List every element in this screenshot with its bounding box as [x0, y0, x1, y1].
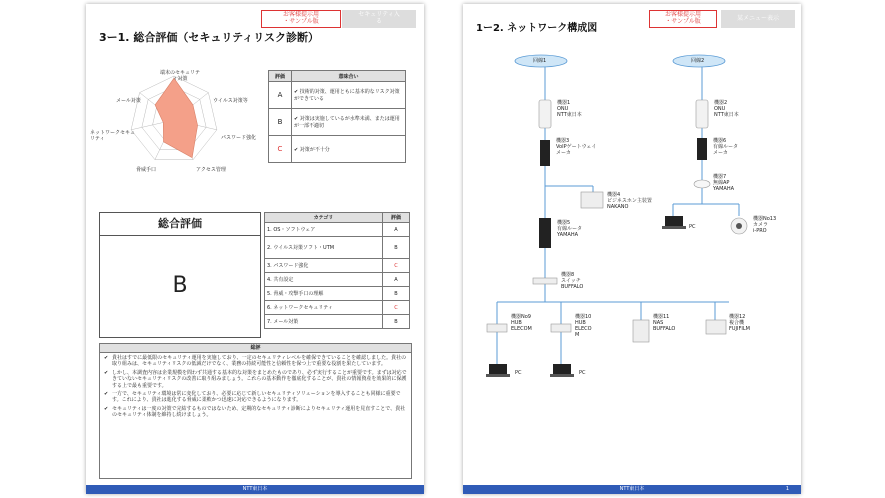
hub-icon: [551, 324, 571, 332]
laptop-icon: [550, 364, 574, 377]
radar-label: ネットワークセキュリティ: [90, 130, 136, 142]
category-header-name: カテゴリ: [265, 213, 383, 223]
summary-heading: 総評: [100, 344, 411, 353]
category-table: [264, 212, 410, 329]
device-label: 機器8 スイッチ BUFFALO: [561, 272, 584, 290]
category-grade: B: [383, 237, 410, 259]
radar-label: パスワード強化: [221, 135, 257, 141]
voip-gateway-icon: [540, 140, 550, 166]
device-label: 機器6 有線ルータ メーカ: [713, 138, 739, 156]
device-label: 機器10 HUB ELECO M: [575, 314, 592, 338]
gray-stamp: 某メニュー表示: [721, 10, 795, 28]
page-title: 3ー1. 総合評価（セキュリティリスク診断）: [99, 31, 319, 44]
radar-label: メール対策: [116, 98, 141, 104]
summary-item: ✔ 一方で、セキュリティ環境は常に変化しており、必要に応じて新しいセキュリティソリューションを導入することも同様に重要です。これにより、貴社は進化する脅威に柔軟かつ迅速に対応できるようになります。: [103, 391, 408, 404]
category-header-grade: 評価: [383, 213, 410, 223]
category-grade: C: [383, 301, 410, 315]
wireless-ap-icon: [694, 180, 710, 188]
router-icon: [697, 138, 707, 160]
radar-label: アクセス管理: [196, 167, 226, 173]
summary-item: ✔ 貴社はすでに最低限のセキュリティ運用を実施しており、一定のセキュリティレベルを確保できていることを確認しました。貴社の取り組みは、セキュリティリスクの低減だけでなく、業務の持続可能性と信頼性を保つ上で重要な役割を果たしています。: [103, 355, 408, 368]
category-name: 3. パスワード強化: [265, 259, 383, 273]
legend-desc: 技術的対策、運用ともに基本的なリスク対策ができている: [294, 89, 400, 102]
overall-grade-box: [99, 212, 261, 338]
page-title: 1ー2. ネットワーク構成図: [476, 23, 598, 34]
device-label: 機器4 ビジネスホン主装置 NAKANO: [607, 192, 652, 210]
legend-desc: 対策は実施しているが水準未満、または運用が一部不適切: [294, 116, 400, 129]
page-number: 1: [785, 486, 789, 492]
overall-label: 総合評価: [100, 213, 260, 236]
device-label: 機器1 ONU NTT東日本: [557, 100, 582, 118]
device-label: PC: [515, 370, 522, 376]
pbx-icon: [581, 192, 603, 208]
nas-icon: [633, 320, 649, 342]
category-grade: B: [383, 287, 410, 301]
sample-stamp: お客様提示用 ・サンプル版: [261, 10, 341, 28]
overall-grade: B: [172, 273, 188, 298]
laptop-icon: [662, 216, 686, 229]
radar-label: 端末のセキュリティ対策: [160, 70, 200, 82]
legend-grade: A: [269, 82, 292, 109]
category-grade: C: [383, 259, 410, 273]
device-label: 機器No13 カメラ i-PRO: [753, 216, 777, 234]
cloud-label: 回線2: [691, 58, 705, 64]
device-label: 機器11 NAS BUFFALO: [653, 314, 676, 332]
camera-icon: [731, 218, 747, 234]
page-footer: [463, 485, 801, 494]
category-name: 4. 共有設定: [265, 273, 383, 287]
switch-icon: [533, 278, 557, 284]
onu-icon: [696, 100, 708, 128]
category-name: 5. 脅威・攻撃手口の理解: [265, 287, 383, 301]
legend-header-meaning: 意味合い: [292, 71, 406, 82]
summary-item: ✔ しかし、本調査内容は企業規模を問わず共通する基本的な対策をまとめたものであり、必ず実行することが重要です。まずは対応できていないセキュリティリスクの改善に取り組みましょう。これらの基本動作を徹底化することが、貴社の情報資産を効果的に保護する上で最も重要です。: [103, 370, 408, 389]
category-grade: A: [383, 223, 410, 237]
radar-chart: [86, 64, 266, 184]
device-label: 機器3 VoIPゲートウェイ メーカ: [556, 138, 597, 156]
network-diagram-page: [463, 4, 801, 494]
radar-label: 脅威手口: [136, 167, 157, 173]
category-name: 7. メール対策: [265, 315, 383, 329]
legend-grade: B: [269, 109, 292, 136]
legend-header-grade: 評価: [269, 71, 292, 82]
device-label: PC: [689, 224, 696, 230]
category-name: 2. ウイルス対策ソフト・UTM: [265, 237, 383, 259]
device-label: PC: [579, 370, 586, 376]
footer-text: NTT東日本: [619, 486, 645, 492]
network-diagram: [463, 4, 801, 494]
device-label: 機器2 ONU NTT東日本: [714, 100, 739, 118]
gray-stamp: セキュリティ入 る: [342, 10, 416, 28]
security-report-page: [86, 4, 424, 494]
radar-label: ウイルス対策等: [213, 98, 248, 104]
onu-icon: [539, 100, 551, 128]
device-label: 機器5 有線ルータ YAMAHA: [557, 220, 583, 238]
summary-box: [99, 343, 412, 479]
hub-icon: [487, 324, 507, 332]
cloud-label: 回線1: [533, 58, 547, 64]
laptop-icon: [486, 364, 510, 377]
device-label: 機器7 無線AP YAMAHA: [713, 174, 735, 192]
summary-item: ✔ セキュリティは一度の対策で完結するものではないため、定期的なセキュリティ診断によりセキュリティ運用を見直すことで、貴社のセキュリティ体制を維持し続けましょう。: [103, 406, 408, 419]
router-icon: [539, 218, 551, 248]
legend-grade: C: [269, 136, 292, 163]
legend-desc: 対策が不十分: [299, 146, 330, 153]
category-grade: A: [383, 273, 410, 287]
device-label: 機器No9 HUB ELECOM: [511, 314, 532, 332]
category-name: 6. ネットワークセキュリティ: [265, 301, 383, 315]
page-footer: NTT東日本: [86, 485, 424, 494]
device-label: 機器12 複合機 FUJIFILM: [729, 314, 750, 332]
printer-icon: [706, 320, 726, 334]
category-name: 1. OS・ソフトウェア: [265, 223, 383, 237]
category-grade: B: [383, 315, 410, 329]
sample-stamp: お客様提示用 ・サンプル版: [649, 10, 717, 28]
grade-legend-table: 評価 意味合い A ✔ 技術的対策、運用ともに基本的なリスク対策ができている B ✔ 対策は実施しているが水準未満、または運用が一部不適切 C ✔ 対策が不十分: [268, 70, 406, 163]
